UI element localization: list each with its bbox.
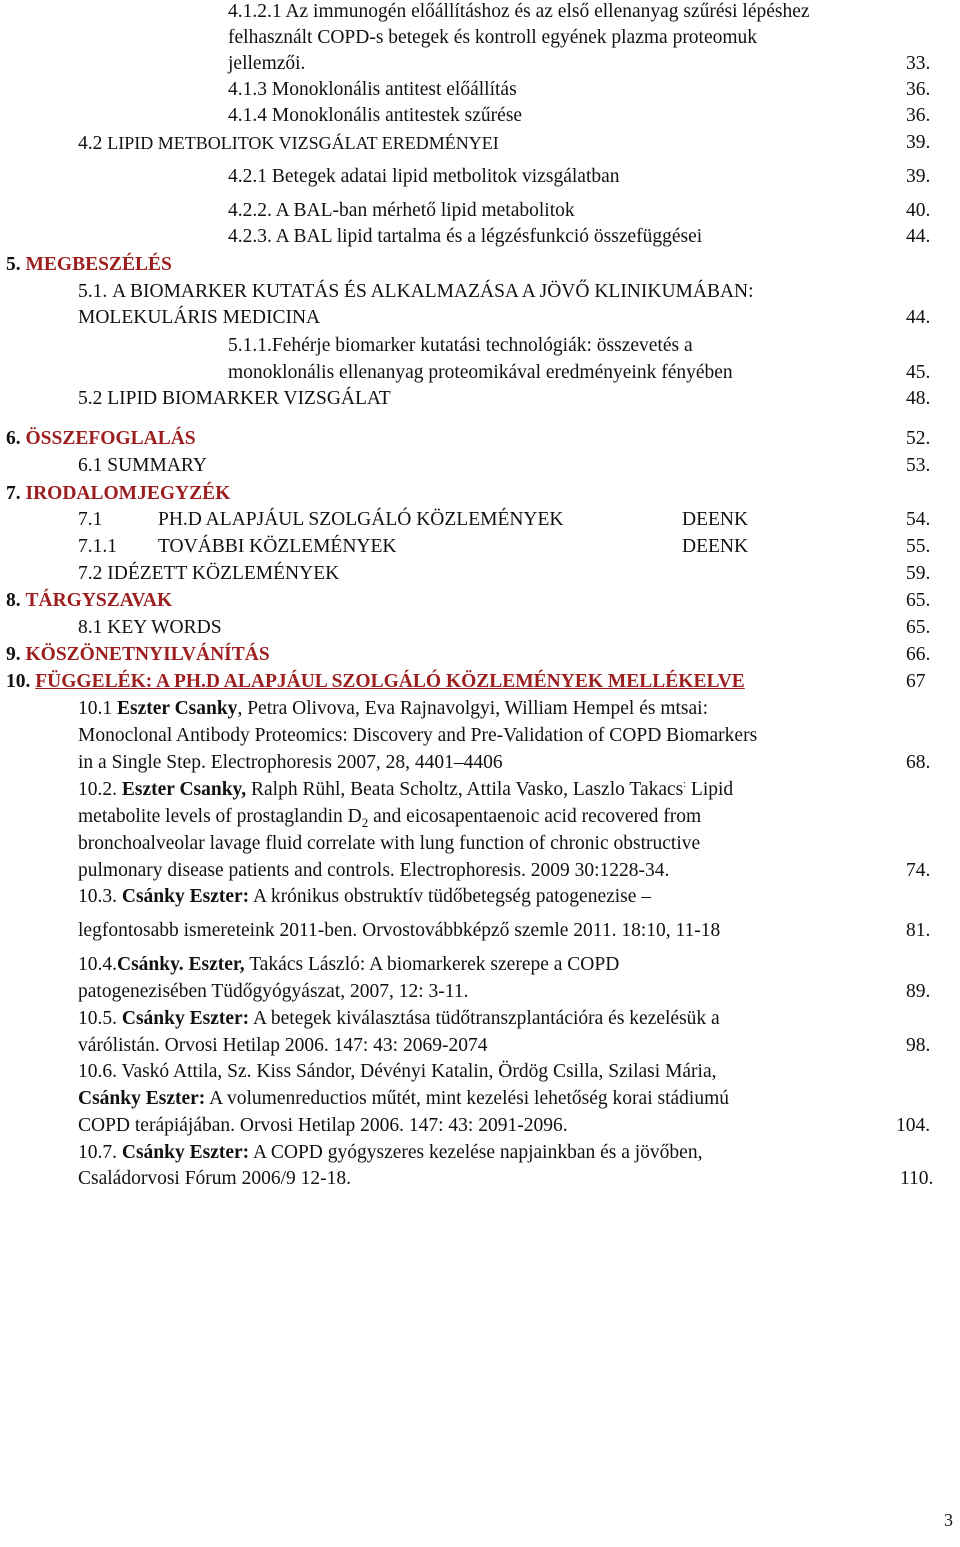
toc-page: 54. (906, 509, 931, 530)
toc-entry-7-2 (78, 562, 339, 586)
toc-page: 36. (906, 79, 931, 100)
toc-title: FÜGGELÉK: A PH.D ALAPJÁUL SZOLGÁLÓ KÖZLEMÉNYEK MELLÉKELVE (35, 671, 745, 692)
subscript: 2 (361, 815, 369, 830)
pub-page: 68. (906, 752, 931, 773)
pub-10-5-line1 (78, 1007, 720, 1031)
pub-author: Csánky Eszter: (121, 1142, 250, 1163)
pub-10-2-line4: pulmonary disease patients and controls. Electrophoresis. 2009 30:1228-34. (78, 860, 670, 881)
pub-num: 10.5. (78, 1008, 117, 1029)
toc-chapter-7 (6, 482, 230, 506)
toc-title: LIPID METBOLITOK VIZSGÁLAT EREDMÉNYEI (107, 133, 499, 153)
pub-text: Takács László: A biomarkerek szerepe a COPD (249, 954, 620, 975)
toc-title: A BIOMARKER KUTATÁS ÉS ALKALMAZÁSA A JÖVŐ KLINIKUMÁBAN: (112, 281, 754, 302)
pub-page: 74. (906, 860, 931, 881)
toc-num: 5. (6, 254, 21, 275)
pub-10-6-line2 (78, 1087, 729, 1111)
toc-num: 7.2 (78, 563, 103, 584)
pub-num: 10.7. (78, 1142, 117, 1163)
toc-title: ÖSSZEFOGLALÁS (25, 428, 196, 449)
toc-chapter-10 (6, 670, 745, 694)
toc-num: 10. (6, 671, 31, 692)
pub-10-2-line1 (78, 778, 733, 805)
toc-entry-4-2-3: 4.2.3. A BAL lipid tartalma és a légzésfunkció összefüggései (228, 226, 703, 247)
toc-page: 40. (906, 200, 931, 221)
toc-num: 6.1 (78, 455, 103, 476)
pub-10-3-line1 (78, 885, 651, 909)
pub-page: 104. (896, 1115, 931, 1136)
pub-page: 98. (906, 1035, 931, 1056)
toc-num: 4.2 (78, 133, 103, 154)
pub-text: metabolite levels of prostaglandin D (78, 806, 362, 827)
toc-page: 66. (906, 644, 931, 665)
pub-10-4-line2: patogenezisében Tüdőgyógyászat, 2007, 12: 3-11. (78, 981, 469, 1002)
toc-title: TOVÁBBI KÖZLEMÉNYEK (158, 536, 397, 557)
toc-entry-5-1-1-line2: monoklonális ellenanyag proteomikával eredményeink fényében (228, 362, 733, 383)
toc-num: 5.1. (78, 281, 108, 302)
toc-title: LIPID BIOMARKER VIZSGÁLAT (107, 388, 391, 409)
toc-num: 6. (6, 428, 21, 449)
toc-entry-4-1-3: 4.1.3 Monoklonális antitest előállítás (228, 79, 517, 100)
toc-chapter-8 (6, 589, 172, 613)
pub-10-6-line1: 10.6. Vaskó Attila, Sz. Kiss Sándor, Dévényi Katalin, Ördög Csilla, Szilasi Mária, (78, 1061, 717, 1082)
pub-author: Csánky Eszter: (121, 1008, 250, 1029)
pub-author: Csánky. Eszter, (117, 954, 245, 975)
toc-entry-4-2-1: 4.2.1 Betegek adatai lipid metbolitok vizsgálatban (228, 166, 620, 187)
pub-10-2-line2 (78, 805, 701, 830)
toc-chapter-9 (6, 643, 270, 667)
toc-entry-6-1 (78, 454, 207, 478)
pub-page: 110. (900, 1168, 934, 1189)
pub-text: A volumenreductios műtét, mint kezelési lehetőség korai stádiumú (209, 1088, 729, 1109)
toc-title: IRODALOMJEGYZÉK (25, 483, 231, 504)
pub-num: 10.1 (78, 698, 113, 719)
pub-text: A COPD gyógyszeres kezelése napjainkban és a jövőben, (252, 1142, 703, 1163)
toc-entry-4-2 (78, 131, 499, 156)
toc-title: SUMMARY (107, 455, 207, 476)
toc-title: PH.D ALAPJÁUL SZOLGÁLÓ KÖZLEMÉNYEK (158, 509, 564, 530)
pub-10-6-line3: COPD terápiájában. Orvosi Hetilap 2006. 147: 43: 2091-2096. (78, 1115, 568, 1136)
toc-deenk: DEENK (682, 536, 749, 557)
footnote-dot: : (683, 779, 687, 790)
pub-num: 10.3. (78, 886, 117, 907)
pub-10-7-line2: Családorvosi Fórum 2006/9 12-18. (78, 1168, 351, 1189)
pub-text: Lipid (690, 779, 734, 800)
toc-entry-4-1-2-1-line2: felhasznált COPD-s betegek és kontroll egyének plazma proteomuk (228, 27, 758, 48)
toc-page: 48. (906, 388, 931, 409)
toc-title: IDÉZETT KÖZLEMÉNYEK (107, 563, 340, 584)
pub-author: Eszter Csanky (117, 698, 238, 719)
toc-num: 7.1.1 (78, 536, 117, 557)
toc-entry-5-1-line2: MOLEKULÁRIS MEDICINA (78, 307, 321, 328)
toc-page: 45. (906, 362, 931, 383)
toc-page: 59. (906, 563, 931, 584)
toc-num: 8. (6, 590, 21, 611)
toc-chapter-5 (6, 253, 172, 277)
toc-page: 53. (906, 455, 931, 476)
pub-author: Csánky Eszter: (121, 886, 250, 907)
pub-10-5-line2: várólistán. Orvosi Hetilap 2006. 147: 43: 2069-2074 (78, 1035, 488, 1056)
toc-page: 55. (906, 536, 931, 557)
toc-num: 8.1 (78, 617, 103, 638)
toc-num: 7.1 (78, 509, 103, 530)
toc-page: 36. (906, 105, 931, 126)
pub-author: Eszter Csanky, (121, 779, 247, 800)
pub-10-1-line3: in a Single Step. Electrophoresis 2007, 28, 4401–4406 (78, 752, 503, 773)
pub-10-7-line1 (78, 1141, 702, 1165)
toc-title: TÁRGYSZAVAK (25, 590, 173, 611)
pub-10-1-line2: Monoclonal Antibody Proteomics: Discovery and Pre-Validation of COPD Biomarkers (78, 725, 758, 746)
toc-entry-4-1-2-1-line3: jellemzői. (228, 53, 306, 74)
pub-10-2-line3: bronchoalveolar lavage fluid correlate with lung function of chronic obstructive (78, 833, 701, 854)
toc-entry-4-2-2: 4.2.2. A BAL-ban mérhető lipid metabolitok (228, 200, 575, 221)
toc-page: 39. (906, 166, 931, 187)
toc-num: 7. (6, 483, 21, 504)
toc-entry-4-1-4: 4.1.4 Monoklonális antitestek szűrése (228, 105, 523, 126)
toc-page: 44. (906, 307, 931, 328)
toc-num: 9. (6, 644, 21, 665)
pub-author: Csánky Eszter: (78, 1088, 206, 1109)
pub-text: Ralph Rühl, Beata Scholtz, Attila Vasko, Laszlo Takacs (251, 779, 684, 800)
toc-page: 65. (906, 590, 931, 611)
toc-entry-4-1-2-1-line1: 4.1.2.1 Az immunogén előállításhoz és az első ellenanyag szűrési lépéshez (228, 1, 810, 22)
pub-10-3-line2: legfontosabb ismereteink 2011-ben. Orvostovábbképző szemle 2011. 18:10, 11-18 (78, 920, 721, 941)
pub-num: 10.4. (78, 954, 117, 975)
toc-entry-7-1 (78, 508, 564, 532)
toc-title: KEY WORDS (107, 617, 222, 638)
pub-text: A betegek kiválasztása tüdőtranszplantációra és kezelésük a (252, 1008, 720, 1029)
pub-text: A krónikus obstruktív tüdőbetegség patogenezise – (252, 886, 652, 907)
pub-text: , Petra Olivova, Eva Rajnavolgyi, William Hempel és mtsai: (237, 698, 708, 719)
pub-10-4-line1 (78, 953, 619, 977)
pub-num: 10.2. (78, 779, 117, 800)
toc-page-33: 33. (906, 53, 931, 74)
pub-text: and eicosapentaenoic acid recovered from (368, 806, 702, 827)
toc-entry-8-1 (78, 616, 222, 640)
toc-entry-5-2 (78, 387, 391, 411)
toc-page: 67 (906, 671, 926, 692)
toc-page: 39. (906, 132, 931, 153)
toc-num: 5.2 (78, 388, 103, 409)
toc-deenk: DEENK (682, 509, 749, 530)
toc-page: 65. (906, 617, 931, 638)
toc-page: 44. (906, 226, 931, 247)
toc-page: 52. (906, 428, 931, 449)
toc-title: MEGBESZÉLÉS (25, 254, 172, 275)
toc-entry-7-1-1 (78, 535, 397, 559)
toc-chapter-6 (6, 427, 196, 451)
toc-entry-5-1-1-line1: 5.1.1.Fehérje biomarker kutatási technológiák: összevetés a (228, 335, 693, 356)
toc-entry-5-1-line1 (78, 280, 754, 304)
toc-title: KÖSZÖNETNYILVÁNÍTÁS (25, 644, 270, 665)
pub-page: 89. (906, 981, 931, 1002)
pub-page: 81. (906, 920, 931, 941)
pub-10-1-line1 (78, 697, 708, 721)
page-number: 3 (944, 1510, 953, 1530)
